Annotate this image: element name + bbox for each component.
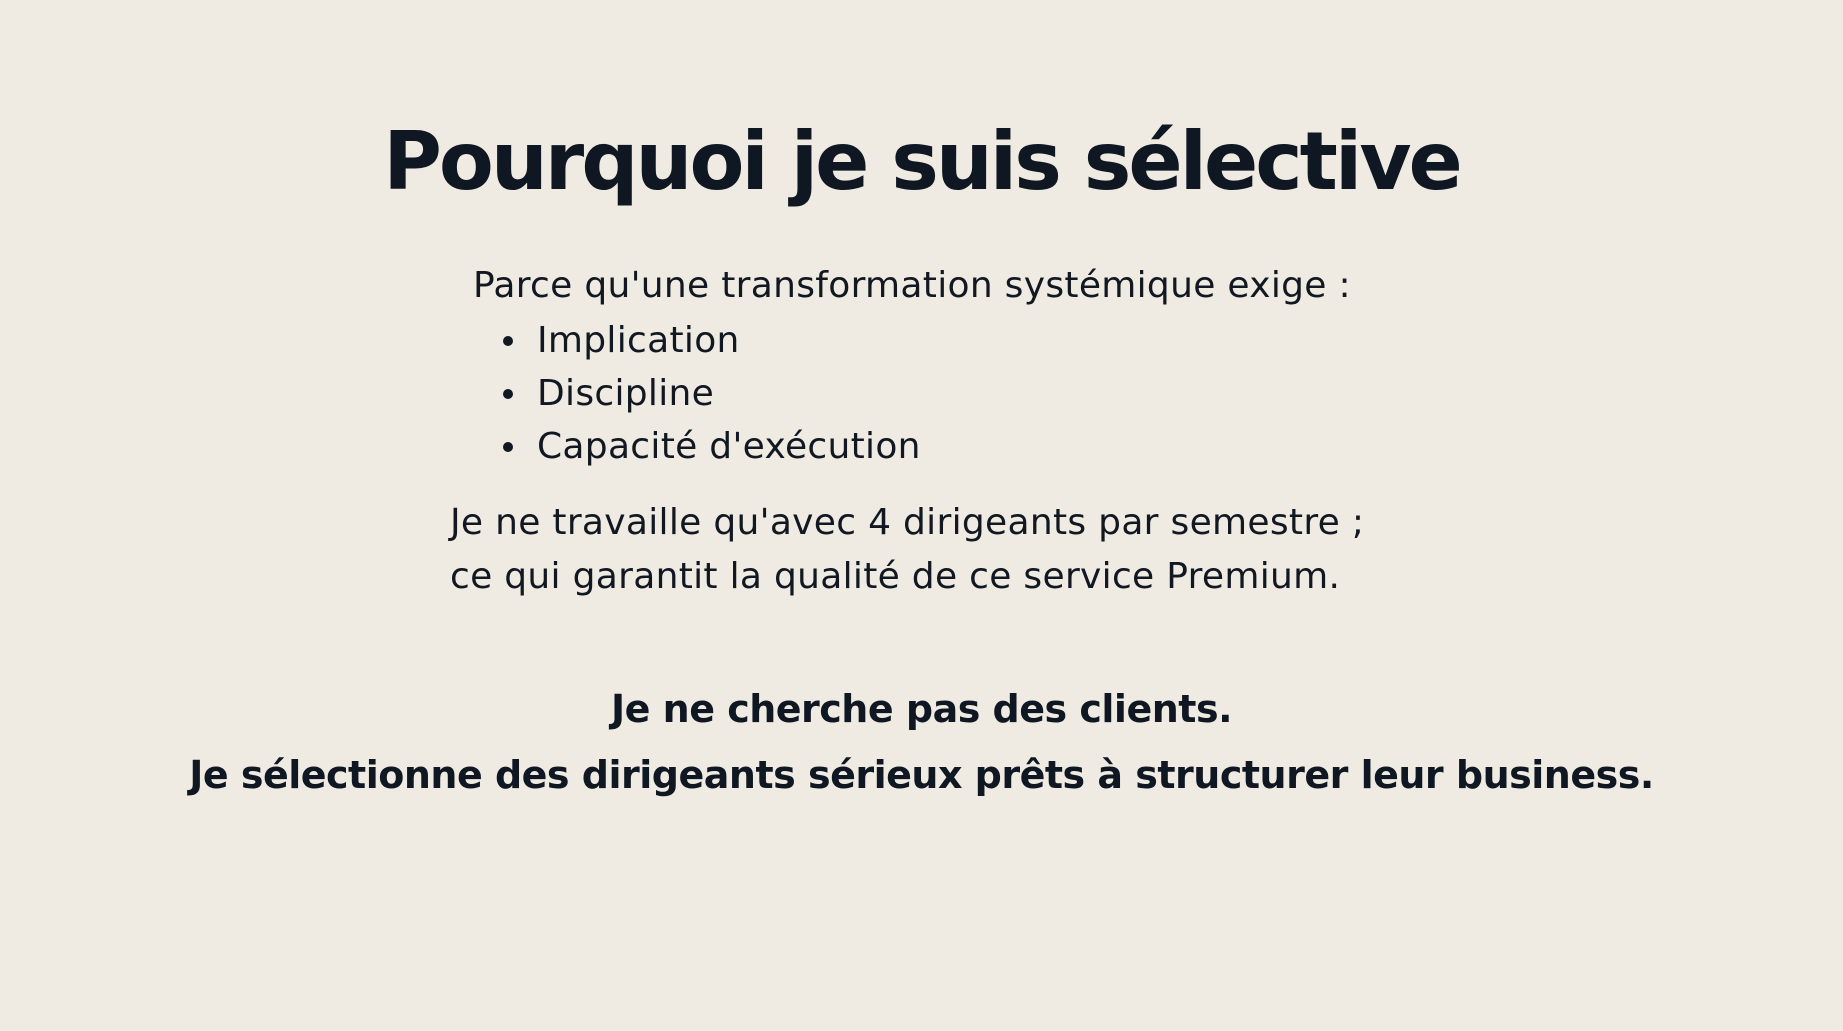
paragraph-line: ce qui garantit la qualité de ce service Premium.: [450, 556, 1341, 597]
list-item: [500, 420, 921, 473]
capacity-paragraph: [450, 496, 1364, 604]
paragraph-line: Je ne travaille qu'avec 4 dirigeants par semestre ;: [450, 502, 1365, 543]
slide-title: Pourquoi je suis sélective: [383, 115, 1460, 208]
intro-text: Parce qu'une transformation systémique exige :: [473, 265, 1351, 306]
list-item-label: Capacité d'exécution: [537, 426, 921, 467]
list-item-label: Implication: [537, 320, 740, 361]
list-item-label: Discipline: [537, 373, 715, 414]
list-item: [500, 367, 921, 420]
closing-line: Je sélectionne des dirigeants sérieux prêts à structurer leur business.: [189, 753, 1654, 797]
bullet-icon: [503, 389, 513, 399]
closing-line: Je ne cherche pas des clients.: [611, 687, 1232, 731]
closing-statement: [0, 676, 1843, 808]
list-item: [500, 314, 921, 367]
requirements-list: [500, 314, 921, 473]
bullet-icon: [503, 336, 513, 346]
bullet-icon: [503, 442, 513, 452]
